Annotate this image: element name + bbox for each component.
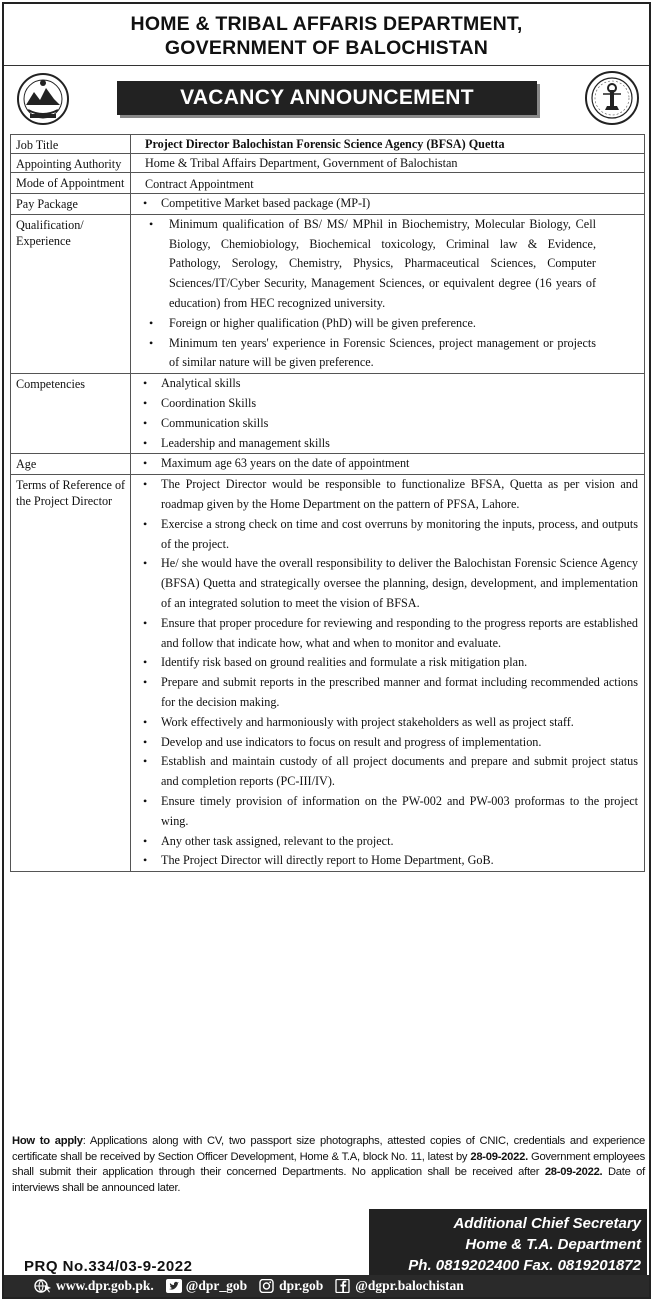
- department-header: [4, 4, 649, 60]
- list-item: • Prepare and submit reports in the prescribed manner and format including recommended actions for the decision making.: [139, 673, 638, 713]
- vacancy-advertisement: [2, 2, 651, 1299]
- instagram-handle: dpr.gob: [279, 1278, 324, 1293]
- list-item: • The Project Director would be responsible to functionalize BFSA, Quetta as per vision and roadmap given by the Home Department on the pattern of PFSA, Lahore.: [139, 475, 638, 515]
- header-divider: [4, 65, 649, 66]
- qualification-value: [131, 214, 645, 373]
- list-item: • He/ she would have the overall responsibility to deliver the Balochistan Forensic Science Agency (BFSA) Quetta and strategically oversee the planning, design, development, and implementation of an integrated solution to meet the vision of BFSA.: [139, 554, 638, 613]
- forensic-seal-icon: [584, 70, 640, 126]
- list-item: • Establish and maintain custody of all project documents and prepare and submit project status and completion reports (PC-III/IV).: [139, 752, 638, 792]
- list-item: • Develop and use indicators to focus on result and progress of implementation.: [139, 733, 638, 753]
- list-item: • Any other task assigned, relevant to the project.: [139, 832, 638, 852]
- mode-of-appointment-label: Mode of Appointment: [11, 173, 131, 194]
- competencies-label: Competencies: [11, 374, 131, 454]
- terms-of-reference-row: [11, 475, 645, 872]
- pay-package-label: Pay Package: [11, 194, 131, 215]
- how-to-apply-text-2: Government employees shall submit their application through their concerned Departments. No application shall be received after: [12, 1150, 645, 1179]
- footer-bar: [4, 1275, 649, 1297]
- qualification-row: [11, 214, 645, 373]
- facebook-handle: @dgpr.balochistan: [355, 1278, 464, 1293]
- list-item: • Coordination Skills: [139, 394, 638, 414]
- vacancy-details-table: [10, 134, 645, 872]
- mode-of-appointment-row: [11, 173, 645, 194]
- job-title-value: Project Director Balochistan Forensic Science Agency (BFSA) Quetta: [131, 135, 645, 154]
- terms-of-reference-list: [139, 475, 638, 871]
- qualification-label: Qualification/ Experience: [11, 214, 131, 373]
- job-title-row: [11, 135, 645, 154]
- signatory-title: Additional Chief Secretary: [453, 1215, 641, 1232]
- list-item: • Maximum age 63 years on the date of appointment: [139, 454, 638, 474]
- appointing-authority-label: Appointing Authority: [11, 154, 131, 173]
- instagram-link[interactable]: [259, 1275, 323, 1297]
- age-label: Age: [11, 454, 131, 475]
- globe-cursor-icon: [34, 1279, 52, 1293]
- pay-package-list: [139, 194, 638, 214]
- age-row: [11, 454, 645, 475]
- how-to-apply-paragraph: [12, 1134, 645, 1196]
- how-to-apply-text-1: : Applications along with CV, two passport size photographs, attested copies of CNIC, credentials and experience certificate shall be received by Section Officer Development, Home & T.A, block No. 11, latest by: [12, 1135, 645, 1163]
- signatory-department: Home & T.A. Department: [465, 1236, 641, 1253]
- appointing-authority-row: [11, 154, 645, 173]
- list-item: • Analytical skills: [139, 374, 638, 394]
- deadline-date-2: 28-09-2022.: [544, 1166, 603, 1179]
- pay-package-value: [131, 194, 645, 215]
- mode-of-appointment-value: Contract Appointment: [131, 173, 645, 194]
- how-to-apply-text-3: Date of interviews shall be announced later.: [12, 1166, 646, 1194]
- list-item: • Minimum ten years' experience in Forensic Sciences, project management or projects of similar nature will be given preference.: [139, 334, 596, 374]
- government-emblem-icon: [16, 72, 70, 126]
- qualification-list: [139, 215, 596, 373]
- list-item: • Minimum qualification of BS/ MS/ MPhil in Biochemistry, Molecular Biology, Cell Biology, Chemiobiology, Biochemical toxicology, Criminal law & Evidence, Pathology, Serology, Chemistry, Physics, Pharmaceutical Sciences, Computer Sciences/IT/Cyber Security, Management Sciences, or equivalent degree (16 years of education) from HEC recognized university.: [139, 215, 596, 314]
- header-line-2: GOVERNMENT OF BALOCHISTAN: [164, 37, 489, 59]
- signature-block: [369, 1209, 647, 1277]
- list-item: • Competitive Market based package (MP-I): [139, 194, 638, 214]
- competencies-row: [11, 374, 645, 454]
- terms-of-reference-label: Terms of Reference of the Project Director: [11, 475, 131, 872]
- list-item: • Foreign or higher qualification (PhD) will be given preference.: [139, 314, 596, 334]
- job-title-label: Job Title: [11, 135, 131, 154]
- header-line-1: HOME & TRIBAL AFFARIS DEPARTMENT,: [130, 13, 523, 35]
- vacancy-banner: VACANCY ANNOUNCEMENT: [117, 81, 537, 115]
- terms-of-reference-value: [131, 475, 645, 872]
- list-item: • Exercise a strong check on time and cost overruns by monitoring the inputs, process, and outputs of the project.: [139, 515, 638, 555]
- facebook-link[interactable]: [335, 1275, 463, 1297]
- how-to-apply-label: How to apply: [12, 1135, 83, 1147]
- list-item: • Leadership and management skills: [139, 434, 638, 454]
- pay-package-row: [11, 194, 645, 215]
- list-item: • Identify risk based on ground realities and formulate a risk mitigation plan.: [139, 653, 638, 673]
- prq-number: PRQ No.334/03-9-2022: [24, 1258, 193, 1275]
- age-list: [139, 454, 638, 474]
- list-item: • Communication skills: [139, 414, 638, 434]
- age-value: [131, 454, 645, 475]
- twitter-handle: @dpr_gob: [185, 1278, 248, 1293]
- website-text: www.dpr.gob.pk.: [56, 1278, 154, 1293]
- website-link[interactable]: [34, 1275, 154, 1297]
- appointing-authority-value: Home & Tribal Affairs Department, Government of Balochistan: [131, 154, 645, 173]
- list-item: • The Project Director will directly report to Home Department, GoB.: [139, 851, 638, 871]
- competencies-list: [139, 374, 638, 453]
- competencies-value: [131, 374, 645, 454]
- twitter-icon: [166, 1279, 182, 1293]
- deadline-date-1: 28-09-2022.: [470, 1150, 528, 1163]
- instagram-icon: [259, 1279, 275, 1293]
- signatory-contact: Ph. 0819202400 Fax. 0819201872: [408, 1257, 641, 1274]
- list-item: • Ensure that proper procedure for reviewing and responding to the progress reports are established and follow that indicate how, what and when to monitor and evaluate.: [139, 614, 638, 654]
- list-item: • Work effectively and harmoniously with project stakeholders as well as project staff.: [139, 713, 638, 733]
- twitter-link[interactable]: [166, 1275, 247, 1297]
- list-item: • Ensure timely provision of information on the PW-002 and PW-003 proformas to the project wing.: [139, 792, 638, 832]
- facebook-icon: [335, 1279, 351, 1293]
